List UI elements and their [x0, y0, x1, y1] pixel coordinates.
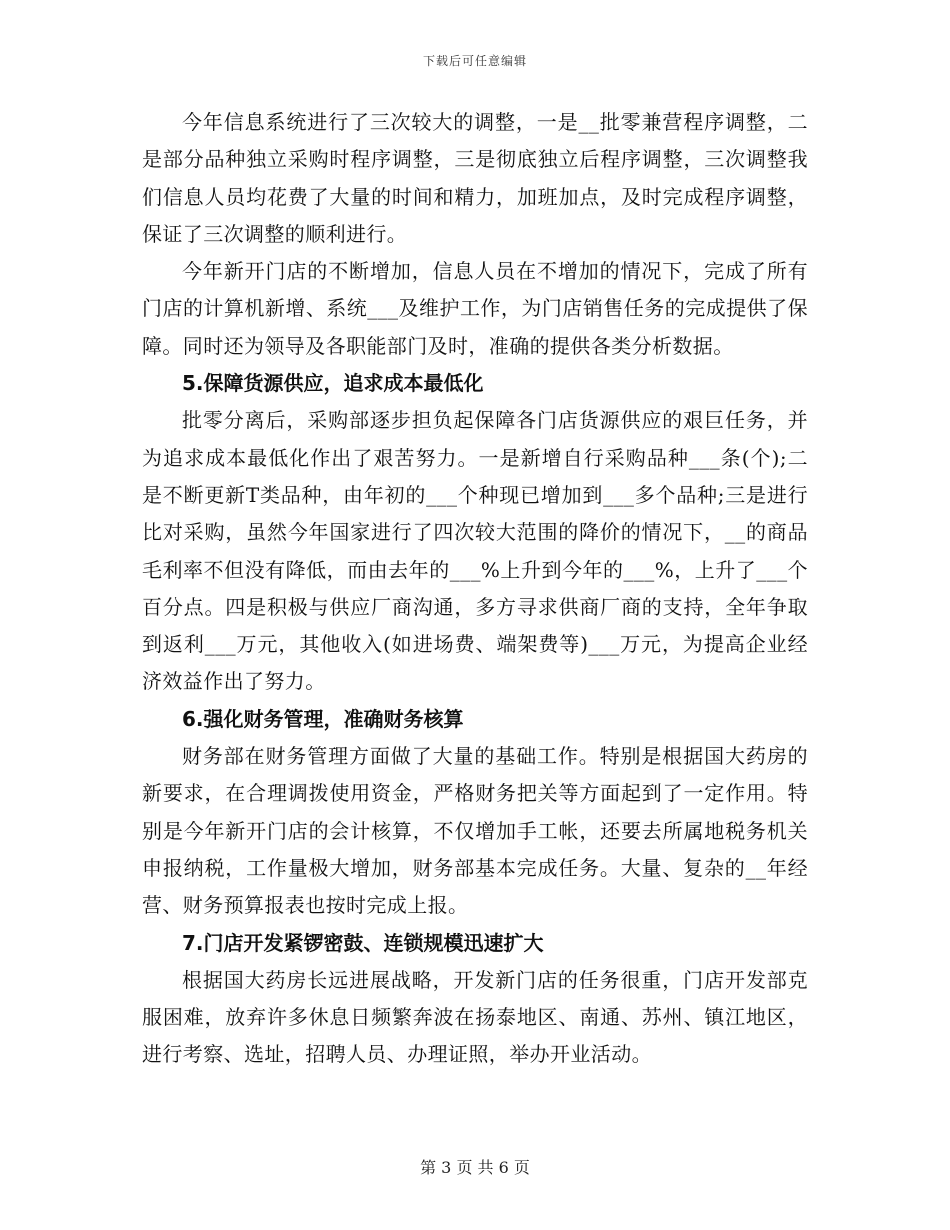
document-body	[142, 104, 808, 1074]
page-number-footer: 第 3 页 共 6 页	[420, 1158, 530, 1177]
section-heading-6: 6.强化财务管理，准确财务核算	[182, 706, 464, 731]
paragraph-new-stores-it-support: 今年新开门店的不断增加，信息人员在不增加的情况下，完成了所有门店的计算机新增、系统___及维护工作，为门店销售任务的完成提供了保障。同时还为领导及各职能部门及时，准确的提供各类分析数据。	[142, 259, 808, 358]
paragraph-finance: 财务部在财务管理方面做了大量的基础工作。特别是根据国大药房的新要求，在合理调拨使用资金，严格财务把关等方面起到了一定作用。特别是今年新开门店的会计核算，不仅增加手工帐，还要去所属地税务机关申报纳税，工作量极大增加，财务部基本完成任务。大量、复杂的__年经营、财务预算报表也按时完成上报。	[142, 744, 808, 918]
paragraph-store-development: 根据国大药房长远进展战略，开发新门店的任务很重，门店开发部克服困难，放弃许多休息日频繁奔波在扬泰地区、南通、苏州、镇江地区，进行考察、选址，招聘人员、办理证照，举办开业活动。	[142, 967, 808, 1067]
paragraph-info-system-adjustments: 今年信息系统进行了三次较大的调整，一是__批零兼营程序调整，二是部分品种独立采购时程序调整，三是彻底独立后程序调整，三次调整我们信息人员均花费了大量的时间和精力，加班加点，及时完成程序调整，保证了三次调整的顺利进行。	[142, 110, 808, 246]
paragraph-purchasing: 批零分离后，采购部逐步担负起保障各门店货源供应的艰巨任务，并为追求成本最低化作出了艰苦努力。一是新增自行采购品种___条(个);二是不断更新T类品种，由年初的___个种现已增加到___多个品种;三是进行比对采购，虽然今年国家进行了四次较大范围的降价的情况下，__的商品毛利率不但没有降低，而由去年的___%上升到今年的___%，上升了___个百分点。四是积极与供应厂商沟通，多方寻求供商厂商的支持，全年争取到返利___万元，其他收入(如进场费、端架费等)___万元，为提高企业经济效益作出了努力。	[142, 408, 808, 694]
page-header-note: 下载后可任意编辑	[422, 54, 527, 68]
section-heading-5: 5.保障货源供应，追求成本最低化	[182, 371, 484, 396]
section-heading-7: 7.门店开发紧锣密鼓、连锁规模迅速扩大	[182, 930, 544, 955]
